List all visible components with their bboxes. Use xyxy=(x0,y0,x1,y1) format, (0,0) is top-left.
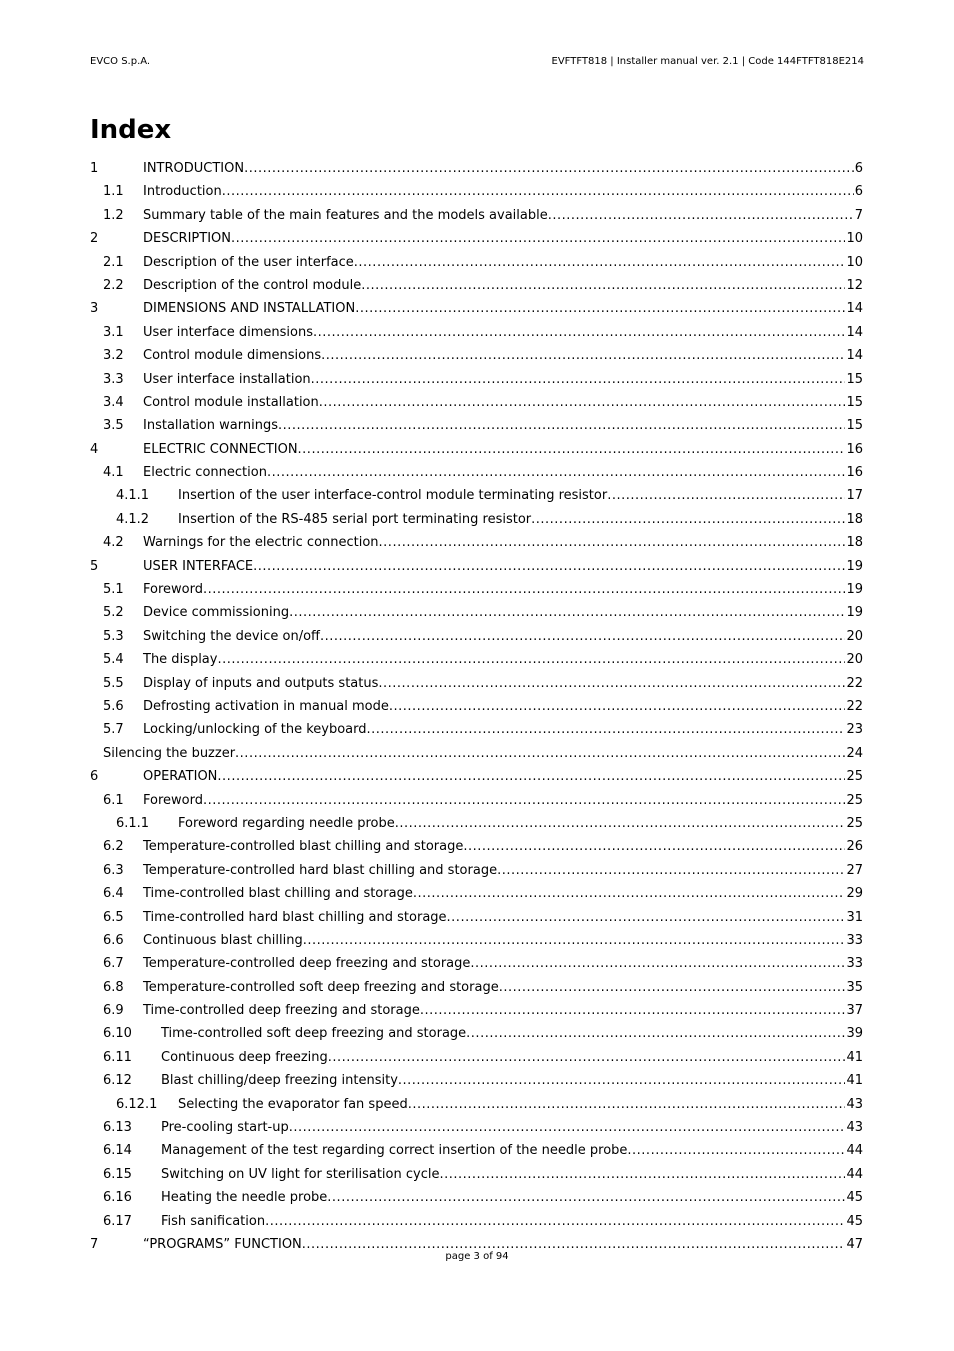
toc-entry-page: 27 xyxy=(846,862,863,878)
toc-entry-page: 29 xyxy=(846,886,863,902)
table-of-contents xyxy=(90,157,863,1256)
toc-entry-title: INTRODUCTION xyxy=(143,161,245,176)
toc-entry-page: 15 xyxy=(846,418,863,434)
toc-entry-title: Time-controlled blast chilling and storage xyxy=(143,886,413,902)
toc-entry-number: 7 xyxy=(90,1236,99,1252)
toc-dot-leader xyxy=(379,531,846,554)
toc-entry-title: Selecting the evaporator fan speed xyxy=(178,1096,408,1112)
toc-entry[interactable] xyxy=(90,438,863,461)
toc-entry[interactable] xyxy=(90,952,863,975)
toc-entry-page: 33 xyxy=(846,932,863,948)
toc-entry-page: 44 xyxy=(846,1166,863,1182)
toc-dot-leader xyxy=(470,952,845,975)
toc-entry-number: 6.9 xyxy=(103,1003,124,1019)
toc-entry-number: 4.1 xyxy=(103,465,124,481)
toc-entry-page: 43 xyxy=(846,1120,863,1136)
toc-entry-number: 6.15 xyxy=(103,1166,132,1182)
toc-dot-leader xyxy=(367,718,846,741)
toc-entry-title: Fish sanification xyxy=(161,1213,266,1229)
toc-dot-leader xyxy=(235,742,845,765)
toc-entry[interactable] xyxy=(90,1022,863,1045)
toc-entry-title: Warnings for the electric connection xyxy=(143,535,379,551)
toc-entry[interactable] xyxy=(90,391,863,414)
toc-entry[interactable] xyxy=(90,835,863,858)
toc-entry[interactable] xyxy=(90,1210,863,1233)
toc-dot-leader xyxy=(627,1139,845,1162)
toc-entry-page: 33 xyxy=(846,956,863,972)
page-title: Index xyxy=(90,115,172,145)
toc-entry-title: The display xyxy=(143,652,218,668)
toc-entry-title: Insertion of the RS-485 serial port terminating resistor xyxy=(178,511,532,527)
toc-entry-title: Installation warnings xyxy=(143,418,278,434)
toc-entry-number: 6.10 xyxy=(103,1026,132,1042)
toc-dot-leader xyxy=(413,882,846,905)
toc-entry[interactable] xyxy=(90,414,863,437)
toc-entry-number: 1.2 xyxy=(103,207,124,223)
toc-entry-title: Temperature-controlled deep freezing and storage xyxy=(143,956,471,972)
toc-dot-leader xyxy=(203,789,845,812)
toc-entry-number: 2 xyxy=(90,231,99,247)
toc-dot-leader xyxy=(328,1046,846,1069)
toc-entry[interactable] xyxy=(90,859,863,882)
toc-entry[interactable] xyxy=(90,695,863,718)
toc-dot-leader xyxy=(320,625,845,648)
toc-entry-number: 4.1.2 xyxy=(116,511,150,527)
toc-entry[interactable] xyxy=(90,180,863,203)
toc-entry-number: 5.7 xyxy=(103,722,124,738)
toc-dot-leader xyxy=(203,578,845,601)
toc-entry-number: 3.5 xyxy=(103,418,124,434)
toc-entry-title: Electric connection xyxy=(143,465,267,481)
toc-entry-number: 3.2 xyxy=(103,348,124,364)
toc-dot-leader xyxy=(398,1069,846,1092)
toc-entry[interactable] xyxy=(90,484,863,507)
toc-entry[interactable] xyxy=(90,251,863,274)
toc-entry-title: USER INTERFACE xyxy=(143,558,254,574)
toc-dot-leader xyxy=(278,414,845,437)
toc-entry-title: Silencing the buzzer xyxy=(103,745,236,761)
toc-entry-page: 18 xyxy=(846,535,863,551)
toc-entry-title: Pre-cooling start-up xyxy=(161,1120,289,1136)
toc-entry-number: 5.1 xyxy=(103,582,124,598)
toc-entry[interactable] xyxy=(90,1139,863,1162)
toc-entry-title: User interface dimensions xyxy=(143,324,313,340)
toc-dot-leader xyxy=(289,1116,846,1139)
toc-entry-page: 16 xyxy=(846,465,863,481)
toc-entry-number: 6.8 xyxy=(103,979,124,995)
toc-dot-leader xyxy=(439,1163,845,1186)
toc-dot-leader xyxy=(217,648,845,671)
toc-entry-number: 6.6 xyxy=(103,932,124,948)
toc-entry-page: 31 xyxy=(846,909,863,925)
toc-entry-number: 2.2 xyxy=(103,277,124,293)
toc-entry[interactable] xyxy=(90,274,863,297)
toc-entry-title: Switching on UV light for sterilisation cycle xyxy=(161,1166,440,1182)
toc-entry-number: 6.2 xyxy=(103,839,124,855)
toc-dot-leader xyxy=(463,835,845,858)
toc-entry-page: 23 xyxy=(846,722,863,738)
toc-dot-leader xyxy=(267,461,846,484)
toc-dot-leader xyxy=(389,695,846,718)
toc-entry-number: 6.16 xyxy=(103,1190,132,1206)
toc-entry[interactable] xyxy=(90,906,863,929)
toc-entry-page: 17 xyxy=(846,488,863,504)
toc-entry-number: 6.1.1 xyxy=(116,815,150,831)
toc-dot-leader xyxy=(313,321,845,344)
toc-dot-leader xyxy=(447,906,846,929)
toc-dot-leader xyxy=(355,297,845,320)
toc-entry-page: 35 xyxy=(846,979,863,995)
toc-entry-number: 3.3 xyxy=(103,371,124,387)
toc-dot-leader xyxy=(548,204,854,227)
toc-entry-page: 43 xyxy=(846,1096,863,1112)
toc-entry[interactable] xyxy=(90,227,863,250)
toc-entry-page: 18 xyxy=(846,511,863,527)
toc-entry[interactable] xyxy=(90,578,863,601)
toc-entry-page: 39 xyxy=(846,1026,863,1042)
toc-entry-title: Description of the control module xyxy=(143,277,362,293)
toc-entry-title: Description of the user interface xyxy=(143,254,354,270)
toc-entry[interactable] xyxy=(90,1163,863,1186)
toc-entry-number: 5.6 xyxy=(103,698,124,714)
toc-entry-number: 6.13 xyxy=(103,1120,132,1136)
toc-entry-page: 16 xyxy=(846,441,863,457)
toc-entry-title: Temperature-controlled soft deep freezing and storage xyxy=(143,979,499,995)
toc-entry-page: 22 xyxy=(846,675,863,691)
toc-entry[interactable] xyxy=(90,508,863,531)
toc-entry-title: Insertion of the user interface-control module terminating resistor xyxy=(178,488,608,504)
toc-entry-page: 19 xyxy=(846,558,863,574)
toc-dot-leader xyxy=(217,765,845,788)
header-company: EVCO S.p.A. xyxy=(90,56,151,67)
toc-entry-page: 10 xyxy=(846,254,863,270)
toc-entry[interactable] xyxy=(90,555,863,578)
page-footer: page 3 of 94 xyxy=(445,1251,509,1262)
toc-dot-leader xyxy=(244,157,854,180)
toc-entry[interactable] xyxy=(90,718,863,741)
toc-entry-number: 6.3 xyxy=(103,862,124,878)
toc-entry-title: Blast chilling/deep freezing intensity xyxy=(161,1073,398,1089)
toc-dot-leader xyxy=(319,391,846,414)
toc-entry-page: 7 xyxy=(854,207,863,223)
toc-entry-number: 6.14 xyxy=(103,1143,132,1159)
header-document-info: EVFTFT818 | Installer manual ver. 2.1 | Code 144FTFT818E214 xyxy=(551,56,864,67)
toc-entry-number: 5 xyxy=(90,558,99,574)
toc-dot-leader xyxy=(327,1186,845,1209)
toc-entry[interactable] xyxy=(90,1069,863,1092)
toc-entry[interactable] xyxy=(90,1046,863,1069)
toc-entry-title: Device commissioning xyxy=(143,605,290,621)
toc-entry-page: 15 xyxy=(846,394,863,410)
toc-entry-number: 1.1 xyxy=(103,184,124,200)
toc-dot-leader xyxy=(497,859,845,882)
toc-entry-page: 14 xyxy=(846,301,863,317)
toc-entry-title: Temperature-controlled hard blast chilling and storage xyxy=(143,862,498,878)
toc-entry-title: Temperature-controlled blast chilling and storage xyxy=(143,839,464,855)
toc-dot-leader xyxy=(298,438,846,461)
toc-dot-leader xyxy=(378,672,845,695)
toc-entry-page: 41 xyxy=(846,1073,863,1089)
toc-dot-leader xyxy=(222,180,854,203)
toc-entry[interactable] xyxy=(90,648,863,671)
toc-dot-leader xyxy=(395,812,846,835)
toc-dot-leader xyxy=(311,368,846,391)
toc-entry-title: “PROGRAMS” FUNCTION xyxy=(143,1236,302,1252)
toc-entry-title: Management of the test regarding correct insertion of the needle probe xyxy=(161,1143,628,1159)
toc-entry-title: Switching the device on/off xyxy=(143,628,320,644)
toc-entry-number: 3 xyxy=(90,301,99,317)
toc-entry[interactable] xyxy=(90,297,863,320)
toc-entry[interactable] xyxy=(90,765,863,788)
toc-entry-number: 6.1 xyxy=(103,792,124,808)
toc-entry-page: 22 xyxy=(846,698,863,714)
toc-entry-number: 6 xyxy=(90,769,99,785)
toc-dot-leader xyxy=(289,601,845,624)
toc-entry-page: 14 xyxy=(846,324,863,340)
toc-entry-number: 6.12 xyxy=(103,1073,132,1089)
toc-entry-number: 6.4 xyxy=(103,886,124,902)
toc-dot-leader xyxy=(361,274,845,297)
toc-entry-number: 3.1 xyxy=(103,324,124,340)
toc-entry-number: 1 xyxy=(90,161,99,176)
toc-entry-page: 24 xyxy=(846,745,863,761)
toc-entry-page: 14 xyxy=(846,348,863,364)
toc-entry-number: 6.11 xyxy=(103,1049,132,1065)
toc-entry-title: Display of inputs and outputs status xyxy=(143,675,379,691)
toc-entry[interactable] xyxy=(90,1186,863,1209)
toc-entry[interactable] xyxy=(90,976,863,999)
toc-entry-title: Defrosting activation in manual mode xyxy=(143,698,389,714)
toc-entry-page: 19 xyxy=(846,582,863,598)
toc-entry[interactable] xyxy=(90,999,863,1022)
toc-entry[interactable] xyxy=(90,812,863,835)
toc-entry[interactable] xyxy=(90,531,863,554)
toc-entry-page: 37 xyxy=(846,1003,863,1019)
toc-entry[interactable] xyxy=(90,929,863,952)
toc-dot-leader xyxy=(253,555,845,578)
toc-entry-page: 45 xyxy=(846,1190,863,1206)
toc-entry-number: 4.1.1 xyxy=(116,488,150,504)
toc-dot-leader xyxy=(420,999,846,1022)
toc-entry-number: 3.4 xyxy=(103,394,124,410)
toc-entry-page: 25 xyxy=(846,769,863,785)
toc-entry-title: Continuous deep freezing xyxy=(161,1049,328,1065)
toc-dot-leader xyxy=(303,929,846,952)
toc-entry-page: 26 xyxy=(846,839,863,855)
toc-dot-leader xyxy=(607,484,845,507)
toc-entry-number: 5.5 xyxy=(103,675,124,691)
toc-entry-title: Time-controlled deep freezing and storage xyxy=(143,1003,420,1019)
toc-entry-page: 10 xyxy=(846,231,863,247)
toc-entry[interactable] xyxy=(90,204,863,227)
toc-entry-page: 19 xyxy=(846,605,863,621)
toc-entry[interactable] xyxy=(90,1116,863,1139)
toc-entry-title: User interface installation xyxy=(143,371,311,387)
toc-entry-page: 44 xyxy=(846,1143,863,1159)
toc-entry-page: 15 xyxy=(846,371,863,387)
toc-entry-title: Summary table of the main features and the models available xyxy=(143,207,548,223)
toc-entry[interactable] xyxy=(90,672,863,695)
toc-entry-page: 12 xyxy=(846,277,863,293)
toc-entry-title: Heating the needle probe xyxy=(161,1190,328,1206)
toc-entry-title: Control module installation xyxy=(143,394,319,410)
toc-entry-page: 41 xyxy=(846,1049,863,1065)
toc-entry-title: Locking/unlocking of the keyboard xyxy=(143,722,367,738)
toc-entry[interactable] xyxy=(90,321,863,344)
toc-dot-leader xyxy=(499,976,846,999)
toc-entry-number: 6.17 xyxy=(103,1213,132,1229)
toc-entry-title: DIMENSIONS AND INSTALLATION xyxy=(143,301,356,317)
toc-entry-title: Introduction xyxy=(143,184,222,200)
toc-entry-number: 4.2 xyxy=(103,535,124,551)
toc-entry-title: Foreword xyxy=(143,792,203,808)
toc-dot-leader xyxy=(408,1093,846,1116)
toc-entry-page: 47 xyxy=(846,1236,863,1252)
toc-entry-title: Foreword regarding needle probe xyxy=(178,815,395,831)
toc-entry-number: 6.5 xyxy=(103,909,124,925)
toc-dot-leader xyxy=(531,508,845,531)
toc-entry[interactable] xyxy=(90,461,863,484)
toc-entry-page: 45 xyxy=(846,1213,863,1229)
toc-entry-title: Time-controlled hard blast chilling and storage xyxy=(143,909,447,925)
toc-entry-page: 20 xyxy=(846,652,863,668)
toc-entry-title: Time-controlled soft deep freezing and storage xyxy=(161,1026,467,1042)
toc-entry[interactable] xyxy=(90,157,863,180)
toc-entry-number: 5.4 xyxy=(103,652,124,668)
toc-entry[interactable] xyxy=(90,368,863,391)
toc-entry-number: 6.7 xyxy=(103,956,124,972)
toc-entry-number: 5.2 xyxy=(103,605,124,621)
toc-entry-number: 2.1 xyxy=(103,254,124,270)
toc-entry[interactable] xyxy=(90,882,863,905)
toc-entry-page: 20 xyxy=(846,628,863,644)
toc-entry-page: 25 xyxy=(846,815,863,831)
toc-dot-leader xyxy=(231,227,845,250)
toc-entry-title: Foreword xyxy=(143,582,203,598)
toc-dot-leader xyxy=(354,251,846,274)
toc-entry-number: 4 xyxy=(90,441,99,457)
toc-entry-title: OPERATION xyxy=(143,769,218,785)
toc-entry-number: 5.3 xyxy=(103,628,124,644)
toc-dot-leader xyxy=(321,344,845,367)
toc-entry[interactable] xyxy=(90,344,863,367)
toc-entry-title: Continuous blast chilling xyxy=(143,932,303,948)
toc-entry-title: ELECTRIC CONNECTION xyxy=(143,441,298,457)
toc-entry[interactable] xyxy=(90,742,863,765)
toc-entry[interactable] xyxy=(90,601,863,624)
toc-entry[interactable] xyxy=(90,1093,863,1116)
toc-entry[interactable] xyxy=(90,789,863,812)
toc-dot-leader xyxy=(466,1022,845,1045)
toc-dot-leader xyxy=(265,1210,845,1233)
toc-entry-number: 6.12.1 xyxy=(116,1096,158,1112)
toc-entry-page: 25 xyxy=(846,792,863,808)
toc-entry-page: 6 xyxy=(854,161,863,176)
toc-entry-title: Control module dimensions xyxy=(143,348,322,364)
toc-entry-page: 6 xyxy=(854,184,863,200)
toc-entry-title: DESCRIPTION xyxy=(143,231,231,247)
toc-entry[interactable] xyxy=(90,625,863,648)
